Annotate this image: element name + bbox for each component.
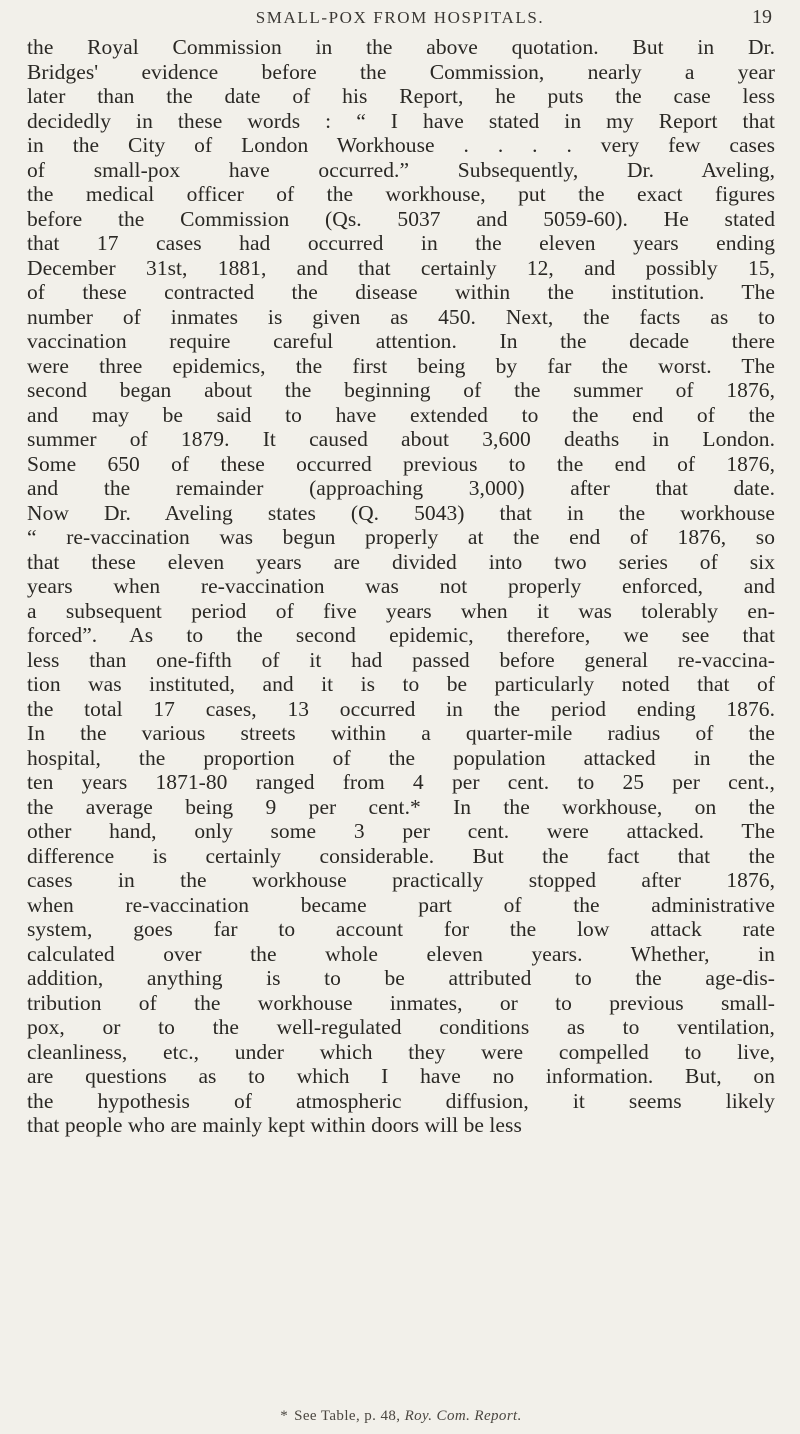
- footnote: [27, 1408, 775, 1425]
- text-line: before the Commission (Qs. 5037 and 5059-60). He stated: [27, 206, 775, 231]
- text-line: that these eleven years are divided into two series of six: [27, 549, 775, 574]
- text-line: calculated over the whole eleven years. Whether, in: [27, 941, 775, 966]
- text-line: the average being 9 per cent.* In the workhouse, on the: [27, 794, 775, 819]
- text-line: decidedly in these words : “ I have stated in my Report that: [27, 108, 775, 133]
- text-line: In the various streets within a quarter-mile radius of the: [27, 721, 775, 745]
- text-line: later than the date of his Report, he puts the case less: [27, 84, 775, 108]
- text-line: Some 650 of these occurred previous to the end of 1876,: [27, 451, 775, 476]
- text-line: that people who are mainly kept within doors will be less: [27, 1113, 522, 1137]
- text-line: were three epidemics, the first being by far the worst. The: [27, 353, 775, 378]
- text-line: and the remainder (approaching 3,000) after that date.: [27, 476, 775, 500]
- footnote-mark: *: [280, 1408, 289, 1424]
- text-line: cleanliness, etc., under which they were compelled to live,: [27, 1039, 775, 1064]
- text-line: Bridges' evidence before the Commission, nearly a year: [27, 59, 775, 84]
- text-line: tribution of the workhouse inmates, or to previous small-: [27, 990, 775, 1015]
- text-line: difference is certainly considerable. But the fact that the: [27, 843, 775, 868]
- text-line: summer of 1879. It caused about 3,600 deaths in London.: [27, 427, 775, 451]
- running-title: SMALL-POX FROM HOSPITALS.: [255, 8, 545, 27]
- text-line: forced”. As to the second epidemic, therefore, we see that: [27, 623, 775, 647]
- text-line: the Royal Commission in the above quotation. But in Dr.: [27, 35, 775, 59]
- text-line: of these contracted the disease within the institution. The: [27, 280, 775, 304]
- text-line: cases in the workhouse practically stopped after 1876,: [27, 868, 775, 892]
- text-line: Now Dr. Aveling states (Q. 5043) that in the workhouse: [27, 500, 775, 525]
- running-head: [0, 6, 800, 32]
- footnote-text: See Table, p. 48,: [294, 1408, 401, 1424]
- body-paragraph: [27, 35, 775, 1138]
- text-line: tion was instituted, and it is to be particularly noted that of: [27, 672, 775, 696]
- text-line: ten years 1871-80 ranged from 4 per cent. to 25 per cent.,: [27, 770, 775, 794]
- text-line: less than one-fifth of it had passed before general re-vaccina-: [27, 647, 775, 672]
- footnote-reference: Roy. Com. Report.: [404, 1408, 522, 1424]
- text-line: of small-pox have occurred.” Subsequently, Dr. Aveling,: [27, 157, 775, 182]
- text-line: December 31st, 1881, and that certainly 12, and possibly 15,: [27, 255, 775, 280]
- text-line: are questions as to which I have no information. But, on: [27, 1064, 775, 1088]
- text-line: system, goes far to account for the low attack rate: [27, 917, 775, 941]
- text-line: “ re-vaccination was begun properly at the end of 1876, so: [27, 525, 775, 549]
- text-line: hospital, the proportion of the population attacked in the: [27, 745, 775, 770]
- text-line: and may be said to have extended to the end of the: [27, 402, 775, 427]
- text-line: pox, or to the well-regulated conditions as to ventilation,: [27, 1015, 775, 1039]
- page-number: 19: [752, 6, 772, 28]
- text-line: in the City of London Workhouse . . . . very few cases: [27, 133, 775, 157]
- text-line: when re-vaccination became part of the administrative: [27, 892, 775, 917]
- text-line: addition, anything is to be attributed to the age-dis-: [27, 966, 775, 990]
- text-line: vaccination require careful attention. In the decade there: [27, 329, 775, 353]
- text-line: that 17 cases had occurred in the eleven years ending: [27, 231, 775, 255]
- text-line: the hypothesis of atmospheric diffusion, it seems likely: [27, 1088, 775, 1113]
- text-line: a subsequent period of five years when it was tolerably en-: [27, 598, 775, 623]
- text-line: the medical officer of the workhouse, put the exact figures: [27, 182, 775, 206]
- text-line: the total 17 cases, 13 occurred in the period ending 1876.: [27, 696, 775, 721]
- text-line: second began about the beginning of the summer of 1876,: [27, 378, 775, 402]
- text-line: other hand, only some 3 per cent. were attacked. The: [27, 819, 775, 843]
- text-line: years when re-vaccination was not properly enforced, and: [27, 574, 775, 598]
- text-line: number of inmates is given as 450. Next, the facts as to: [27, 304, 775, 329]
